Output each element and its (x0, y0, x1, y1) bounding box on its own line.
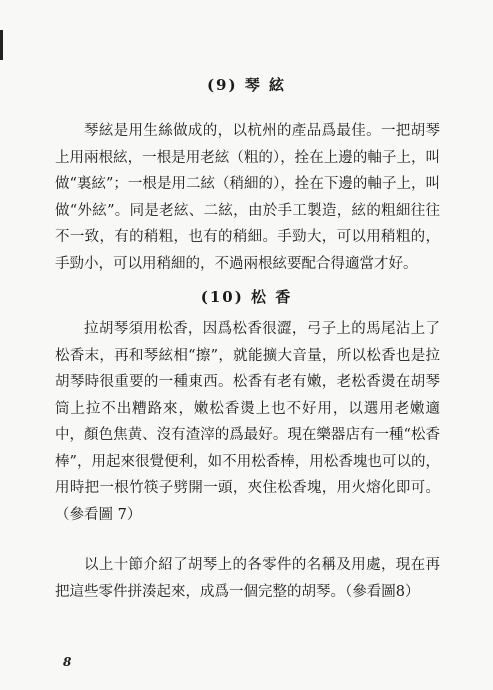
page-number: 8 (63, 655, 72, 669)
summary-paragraph: 以上十節介紹了胡琴上的各零件的名稱及用處，現在再把這些零件拼湊起來，成爲一個完整的胡琴。（參看圖8） (55, 557, 440, 600)
section-9-paragraph: 琴絃是用生絲做成的，以杭州的產品爲最佳。一把胡琴上用兩根絃，一根是用老絃（粗的），拴在上邊的軸子上，叫做“裏絃”；一根是用二絃（稍細的），拴在下邊的軸子上，叫做“外絃”。同是老絃、二絃，由於手工製造，絃的粗細往往不一致，有的稍粗，也有的稍細。手勁大，可以用稍粗的，手勁小，可以用稍細的，不過兩根絃要配合得適當才好。 (55, 123, 440, 272)
section-10-paragraph: 拉胡琴須用松香，因爲松香很澀，弓子上的馬尾沾上了松香末，再和琴絃相“擦”，就能擴大音量，所以松香也是拉胡琴時很重要的一種東西。松香有老有嫩，老松香燙在胡琴筒上拉不出糟路來，嫩松香燙上也不好用，以選用老嫩適中，顏色焦黄、沒有渣滓的爲最好。現在樂器店有一種“松香棒”，用起來很覺便利，如不用松香棒，用松香塊也可以的，用時把一根竹筷子劈開一頭，夾住松香塊，用火熔化即可。（參看圖 7） (55, 321, 440, 523)
page-edge-mark (0, 30, 3, 60)
section-10-heading: (10) 松 香 (200, 288, 293, 306)
section-9-heading: (9) 琴 絃 (206, 76, 287, 94)
